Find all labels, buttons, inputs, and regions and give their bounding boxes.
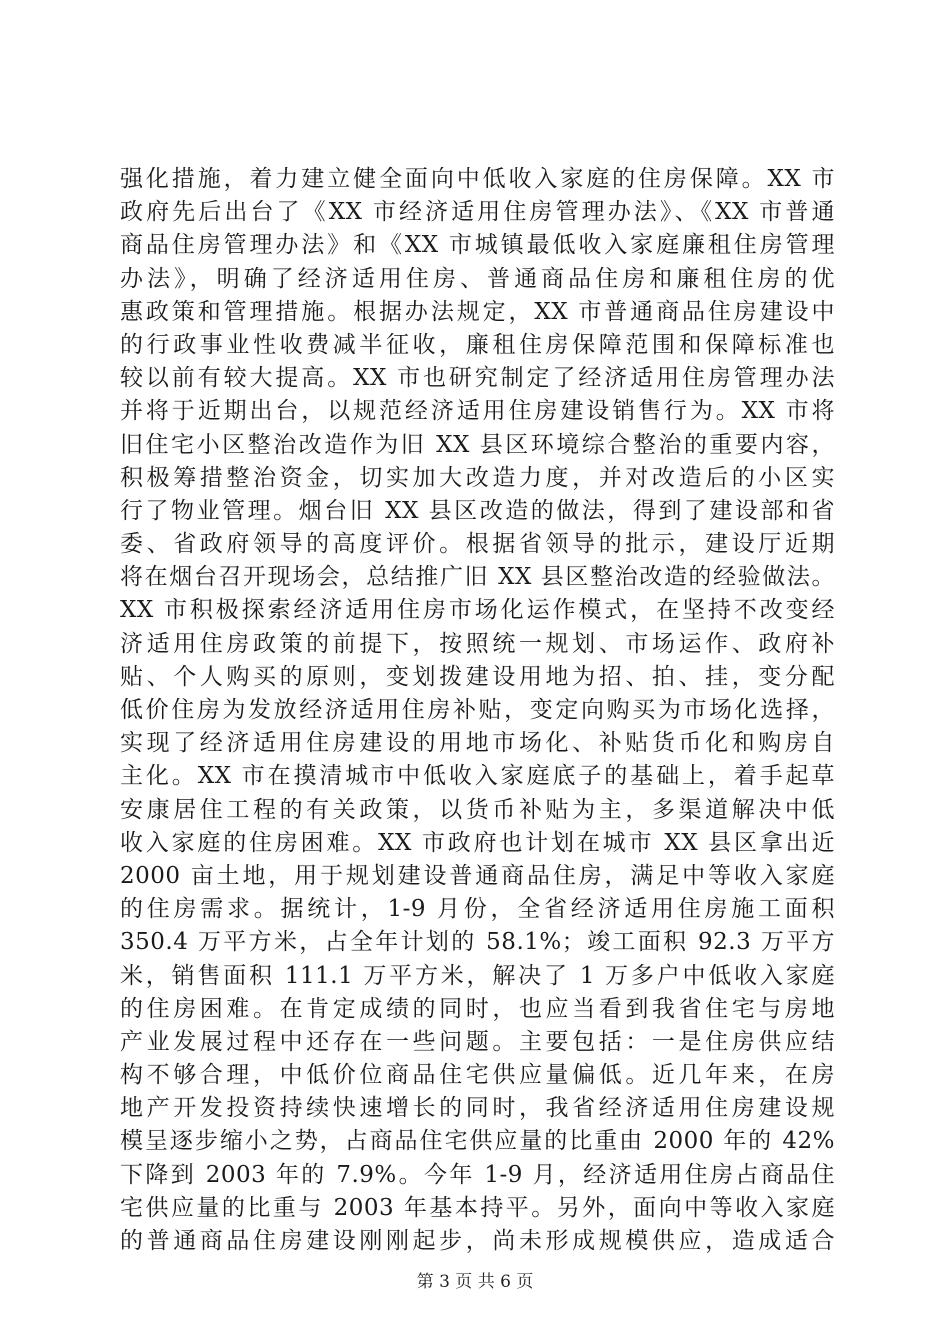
text-line: 政府先后出台了《XX 市经济适用住房管理办法》、《XX 市普通 — [120, 199, 835, 226]
text-line: 350.4 万平方米，占全年计划的 58.1%；竣工面积 92.3 万平方 — [120, 929, 835, 956]
text-line: 米，销售面积 111.1 万平方米，解决了 1 万多户中低收入家庭 — [120, 962, 835, 989]
text-line: 收入家庭的住房困难。XX 市政府也计划在城市 XX 县区拿出近 — [120, 829, 835, 856]
text-line: 构不够合理，中低价位商品住宅供应量偏低。近几年来，在房 — [120, 1062, 835, 1089]
text-line: 产业发展过程中还存在一些问题。主要包括：一是住房供应结 — [120, 1028, 835, 1055]
text-line: 将在烟台召开现场会，总结推广旧 XX 县区整治改造的经验做法。 — [120, 564, 835, 591]
text-line: 较以前有较大提高。XX 市也研究制定了经济适用住房管理办法 — [120, 365, 835, 392]
text-line: 安康居住工程的有关政策，以货币补贴为主，多渠道解决中低 — [120, 796, 835, 823]
text-line: 并将于近期出台，以规范经济适用住房建设销售行为。XX 市将 — [120, 398, 835, 425]
text-line: 低价住房为发放经济适用住房补贴，变定向购买为市场化选择， — [120, 697, 835, 723]
text-line: 商品住房管理办法》和《XX 市城镇最低收入家庭廉租住房管理 — [120, 232, 835, 259]
text-line: 2000 亩土地，用于规划建设普通商品住房，满足中等收入家庭 — [120, 862, 835, 889]
text-line: 的行政事业性收费减半征收，廉租住房保障范围和保障标准也 — [120, 331, 835, 358]
text-line: 委、省政府领导的高度评价。根据省领导的批示，建设厅近期 — [120, 531, 835, 558]
text-line: 模呈逐步缩小之势，占商品住宅供应量的比重由 2000 年的 42% — [120, 1128, 835, 1155]
text-line: 强化措施，着力建立健全面向中低收入家庭的住房保障。XX 市 — [120, 166, 835, 192]
text-line: 积极筹措整治资金，切实加大改造力度，并对改造后的小区实 — [120, 464, 835, 491]
text-line: 旧住宅小区整治改造作为旧 XX 县区环境综合整治的重要内容， — [120, 431, 835, 458]
text-line: 的住房需求。据统计，1-9 月份，全省经济适用住房施工面积 — [120, 896, 835, 923]
text-line: 的住房困难。在肯定成绩的同时，也应当看到我省住宅与房地 — [120, 995, 835, 1022]
text-line: 实现了经济适用住房建设的用地市场化、补贴货币化和购房自 — [120, 730, 835, 757]
text-line: 宅供应量的比重与 2003 年基本持平。另外，面向中等收入家庭 — [120, 1194, 835, 1221]
text-line: 地产开发投资持续快速增长的同时，我省经济适用住房建设规 — [120, 1095, 835, 1122]
text-line: 下降到 2003 年的 7.9%。今年 1-9 月，经济适用住房占商品住 — [120, 1161, 835, 1188]
text-line: 惠政策和管理措施。根据办法规定，XX 市普通商品住房建设中 — [120, 298, 835, 325]
body-text — [120, 163, 835, 1258]
text-line: 济适用住房政策的前提下，按照统一规划、市场运作、政府补 — [120, 630, 835, 657]
text-line: 行了物业管理。烟台旧 XX 县区改造的做法，得到了建设部和省 — [120, 497, 835, 524]
page-footer: 第 3 页 共 6 页 — [416, 1272, 534, 1292]
text-line: XX 市积极探索经济适用住房市场化运作模式，在坚持不改变经 — [120, 597, 835, 624]
text-line: 的普通商品住房建设刚刚起步，尚未形成规模供应，造成适合 — [120, 1228, 835, 1254]
text-line: 主化。XX 市在摸清城市中低收入家庭底子的基础上，着手起草 — [120, 763, 835, 790]
text-line: 办法》，明确了经济适用住房、普通商品住房和廉租住房的优 — [120, 265, 835, 292]
text-line: 贴、个人购买的原则，变划拨建设用地为招、拍、挂，变分配 — [120, 663, 835, 690]
